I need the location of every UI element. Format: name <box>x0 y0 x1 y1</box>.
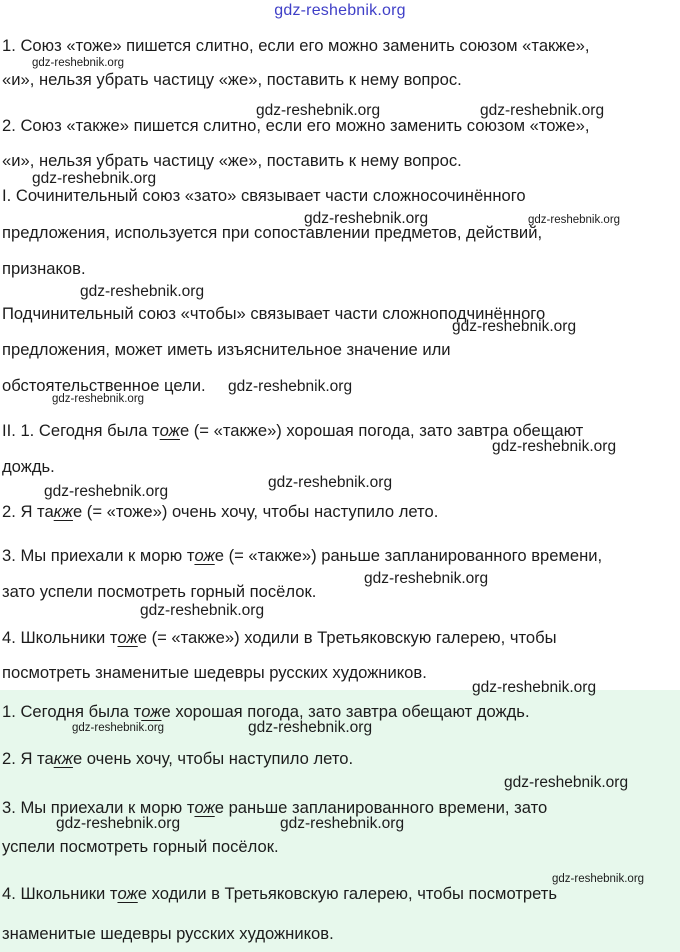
watermark: gdz-reshebnik.org <box>44 483 169 500</box>
watermark: gdz-reshebnik.org <box>364 570 489 587</box>
text-line: 3. Мы приехали к морю тоже (= «также») раньше запланированного времени, <box>2 546 603 565</box>
answer-line: 2. Я также очень хочу, чтобы наступило лето. <box>2 749 354 768</box>
highlighted-letters: кж <box>53 502 73 521</box>
text-line: Подчинительный союз «чтобы» связывает части сложноподчинённого <box>2 304 546 323</box>
text-line: II. 1. Сегодня была тоже (= «также») хорошая погода, зато завтра обещают <box>2 421 584 440</box>
watermark: gdz-reshebnik.org <box>280 815 405 832</box>
watermark: gdz-reshebnik.org <box>552 873 645 885</box>
watermark: gdz-reshebnik.org <box>268 474 393 491</box>
answer-line: 3. Мы приехали к морю тоже раньше запланированного времени, зато <box>2 798 548 817</box>
site-header-watermark[interactable]: gdz-reshebnik.org <box>274 2 406 19</box>
highlighted-letters: ож <box>194 546 215 565</box>
watermark: gdz-reshebnik.org <box>492 438 617 455</box>
watermark: gdz-reshebnik.org <box>304 210 429 227</box>
text-line: 1. Союз «тоже» пишется слитно, если его можно заменить союзом «также», <box>2 36 590 55</box>
highlighted-letters: ож <box>194 798 215 817</box>
answer-line: 1. Сегодня была тоже хорошая погода, зато завтра обещают дождь. <box>2 702 530 721</box>
text-line: 2. Я также (= «тоже») очень хочу, чтобы наступило лето. <box>2 502 439 521</box>
highlighted-letters: ож <box>117 628 138 647</box>
watermark: gdz-reshebnik.org <box>228 378 353 395</box>
text-line: дождь. <box>2 457 55 476</box>
highlighted-letters: ож <box>117 884 138 903</box>
text-line: обстоятельственное цели. <box>2 376 206 395</box>
watermark: gdz-reshebnik.org <box>472 679 597 696</box>
text-line: предложения, может иметь изъяснительное значение или <box>2 340 451 359</box>
watermark: gdz-reshebnik.org <box>72 722 165 734</box>
watermark: gdz-reshebnik.org <box>528 214 621 226</box>
text-line: «и», нельзя убрать частицу «же», поставить к нему вопрос. <box>2 70 462 89</box>
watermark: gdz-reshebnik.org <box>56 815 181 832</box>
highlighted-letters: ож <box>141 702 162 721</box>
highlighted-letters: ож <box>159 421 180 440</box>
text-line: 4. Школьники тоже (= «также») ходили в Третьяковскую галерею, чтобы <box>2 628 557 647</box>
text-line: посмотреть знаменитые шедевры русских художников. <box>2 663 427 682</box>
text-line: 2. Союз «также» пишется слитно, если его можно заменить союзом «тоже», <box>2 116 590 135</box>
highlighted-letters: кж <box>53 749 73 768</box>
watermark: gdz-reshebnik.org <box>140 602 265 619</box>
watermark: gdz-reshebnik.org <box>80 283 205 300</box>
answer-line: 4. Школьники тоже ходили в Третьяковскую галерею, чтобы посмотреть <box>2 884 558 903</box>
text-line: предложения, используется при сопоставлении предметов, действий, <box>2 223 543 242</box>
text-line: I. Сочинительный союз «зато» связывает части сложносочинённого <box>2 186 526 205</box>
text-line: признаков. <box>2 259 86 278</box>
answer-line: знаменитые шедевры русских художников. <box>2 924 334 943</box>
text-line: «и», нельзя убрать частицу «же», поставить к нему вопрос. <box>2 151 462 170</box>
watermark: gdz-reshebnik.org <box>504 774 629 791</box>
watermark: gdz-reshebnik.org <box>32 57 125 69</box>
watermark: gdz-reshebnik.org <box>480 102 605 119</box>
watermark: gdz-reshebnik.org <box>248 719 373 736</box>
watermark: gdz-reshebnik.org <box>452 318 577 335</box>
watermark: gdz-reshebnik.org <box>256 102 381 119</box>
watermark: gdz-reshebnik.org <box>52 393 145 405</box>
answer-line: успели посмотреть горный посёлок. <box>2 837 279 856</box>
text-line: зато успели посмотреть горный посёлок. <box>2 582 317 601</box>
watermark: gdz-reshebnik.org <box>32 170 157 187</box>
